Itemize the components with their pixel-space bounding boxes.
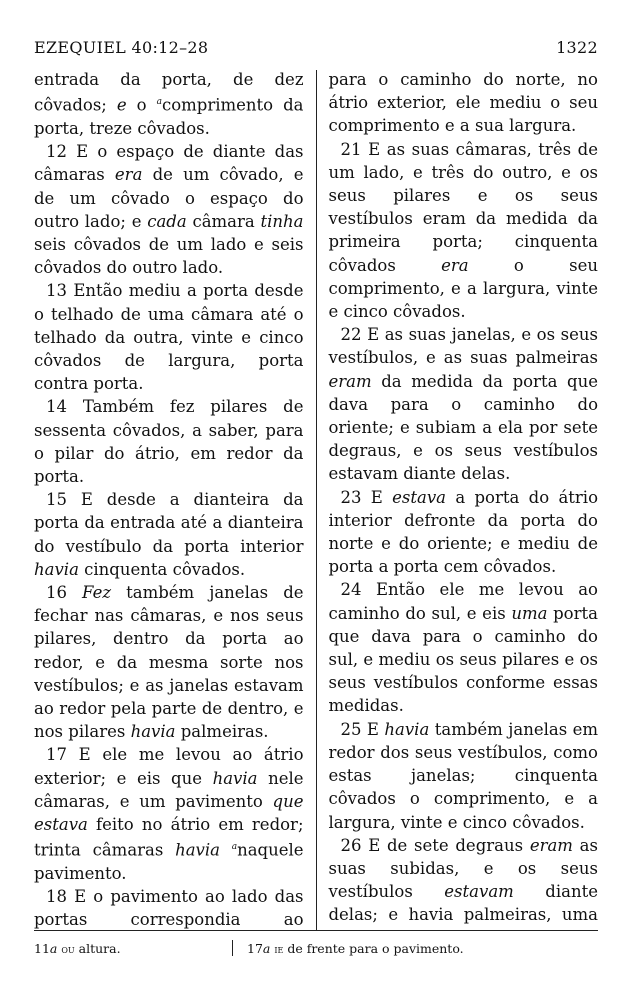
- verse-paragraph: 14 Também fez pilares de sessenta côvados, a saber, para o pilar do átrio, em redor da porta.: [34, 397, 304, 486]
- verse-paragraph: 26 E de sete degraus eram as suas subidas, e os seus vestíbulos estavam diante delas; e havia palmeiras, uma: [328, 835, 598, 925]
- verse-paragraph: 17 E ele me levou ao átrio exterior; e eis que havia nele câmaras, e um pavimento que estava feito no átrio em redor; trinta câmaras havia $^a$naquele pavimento.: [34, 745, 304, 883]
- column-divider: [316, 70, 317, 930]
- verse-paragraph: 13 Então mediu a porta desde o telhado de uma câmara até o telhado da outra, vinte e cinco côvados de largura, porta contra porta.: [34, 281, 304, 394]
- footnote: 17a ie de frente para o pavimento.: [247, 940, 464, 956]
- verse-paragraph: 15 E desde a dianteira da porta da entrada até a dianteira do vestíbulo da porta interior havia cinquenta côvados.: [34, 490, 304, 579]
- verse-paragraph: 24 Então ele me levou ao caminho do sul, e eis uma porta que dava para o caminho do sul, e mediu os seus pilares e os seus vestíbulos conforme essas medidas.: [328, 580, 598, 716]
- verse-paragraph: 16 Fez também janelas de fechar nas câmaras, e nos seus pilares, dentro da porta ao redor, e da mesma sorte nos vestíbulos; e as janelas estavam ao redor pela parte de dentro, e nos pilares havia palmeiras.: [34, 582, 304, 742]
- footnote-rule: [34, 930, 598, 931]
- verse-paragraph: 21 E as suas câmaras, três de um lado, e três do outro, e os seus pilares e os seus vestíbulos eram da medida da primeira porta; cinquenta côvados era o seu comprimento, e a largura, vinte e cinco côvados.: [328, 139, 598, 322]
- running-title: EZEQUIEL 40:12–28: [34, 38, 209, 57]
- footnote: 11a ou altura.: [34, 940, 121, 956]
- left-column: [34, 68, 304, 930]
- verse-paragraph: 18 E o pavimento ao lado das portas correspondia ao: [34, 887, 304, 930]
- continued-text: para o caminho do norte, no átrio exterior, ele mediu o seu comprimento e a sua largura.: [328, 70, 598, 136]
- page-number: 1322: [556, 38, 598, 57]
- verse-paragraph: 23 E estava a porta do átrio interior defronte da porta do norte e do oriente; e mediu de porta a porta cem côvados.: [328, 487, 598, 577]
- verse-paragraph: 22 E as suas janelas, e os seus vestíbulos, e as suas palmeiras eram da medida da porta que dava para o caminho do oriente; e subiam a ela por sete degraus, e os seus vestíbulos estavam diante delas.: [328, 325, 598, 484]
- continued-text: entrada da porta, de dez côvados; e o $^a$comprimento da porta, treze côvados.: [34, 70, 304, 138]
- verse-paragraph: 25 E havia também janelas em redor dos seus vestíbulos, como estas janelas; cinquenta côvados o comprimento, e a largura, vinte e cinco côvados.: [328, 719, 598, 832]
- verse-paragraph: 12 E o espaço de diante das câmaras era de um côvado, e de um côvado o espaço do outro lado; e cada câmara tinha seis côvados de um lado e seis côvados do outro lado.: [34, 142, 304, 278]
- text-columns: [34, 68, 598, 930]
- page-header: [34, 38, 598, 64]
- footnote-divider: [232, 940, 233, 956]
- footnotes: [34, 936, 598, 960]
- right-column: [328, 68, 598, 930]
